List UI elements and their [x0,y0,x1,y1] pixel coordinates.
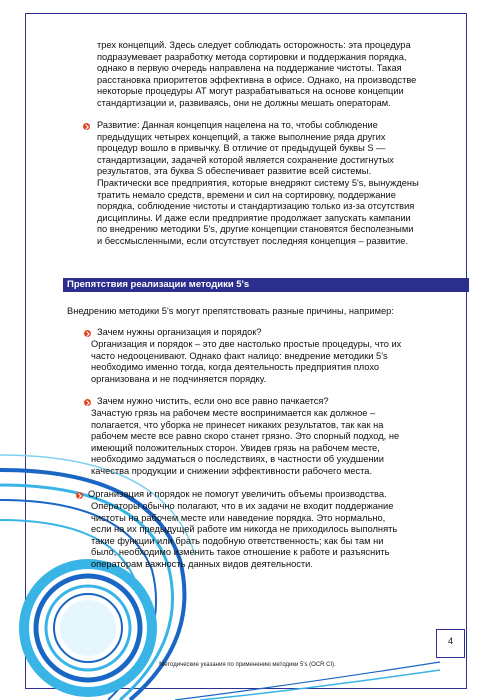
text-line: Организация и порядок – это две настолько простые процедуры, что их [91,339,402,349]
text-line: стандартизации и, развиваясь, они не должны мешать операторам. [97,97,391,108]
text-line: Развитие: Данная концепция нацелена на то, чтобы соблюдение [97,120,378,130]
text-line: организована и не подчиняется порядку. [91,373,267,384]
text-line: процедур вошло в привычку. В отличие от предыдущей буквы S — [97,143,386,154]
page-number-box [436,629,465,658]
list-item-title: Зачем нужно чистить, если оно все равно пачкается? [97,396,329,406]
text-line: полагается, что уборка не принесет никаких результатов, так как на [91,419,384,430]
paragraph-continued [97,40,416,110]
text-line: подразумевает разработку метода сортировки и поддержания порядка, [97,51,407,62]
text-line: однако в первую очередь направлена на поддержание чистоты. Такая [97,63,402,74]
list-item [88,489,387,501]
text-line: такие функции или брать подобную ответственность; как бы там ни [91,535,384,546]
text-line: некоторые процедуры АТ могут разрабатываться на основе концепции [97,86,404,97]
text-line: порядка, соблюдение чистоты и стандартизацию только из-за отсутствия [97,201,415,212]
text-line: Зачастую грязь на рабочем месте воспринимается как должное – [91,408,376,418]
text-line: необходимо именно тогда, когда деятельность предприятия плохо [91,362,380,373]
text-line: результатов, эта буква S обеспечивает развитие всей системы. [97,166,372,177]
list-item-title: Организация и порядок не помогут увеличить объемы производства. [88,489,387,499]
text-line: имеющий положительных сторон. Увидев грязь на рабочем месте, [91,442,380,453]
text-line: по внедрению методики 5's, другие концепции становятся бесполезными [97,224,414,235]
page-number: 4 [447,636,453,646]
text-line: качества продукции и снижении эффективности рабочего места. [91,465,373,476]
bullet-arrow-icon [76,492,83,499]
text-line: стандартизации, задачей которой является сохранение достигнутых [97,154,394,165]
list-item-body [91,501,397,571]
text-line: предыдущих четырех концепций, а также выполнение ряда других [97,131,386,142]
text-line: Практически все предприятия, которые внедряют систему 5's, вынуждены [97,177,419,188]
text-line: трех концепций. Здесь следует соблюдать осторожность: эта процедура [97,40,411,50]
bullet-arrow-icon [84,399,91,406]
text-line: дисциплины. И даже если предприятие продолжает запускать кампании [97,212,411,223]
text-line: рабочем месте все равно скоро станет грязно. Это спорный подход, не [91,431,400,442]
list-item-body [91,408,399,478]
list-item [97,396,329,408]
section-heading: Препятствия реализации методики 5's [67,279,250,290]
text-line: необходимо задуматься о последствиях, в частности об ухудшении [91,454,384,465]
bullet-arrow-icon [84,330,91,337]
list-item-title: Зачем нужны организация и порядок? [97,327,262,337]
text-line: если на их предыдущей работе им никогда не приходилось выполнять [91,524,398,535]
text-line: было, необходимо изменить такое отношение к работе и разъяснить [91,547,390,558]
text-line: чистоты на рабочем месте или наведение порядка. Это нормально, [91,512,386,523]
paragraph-development [97,120,419,248]
text-line: тратить немало средств, времени и сил на сортировку, поддержание [97,189,396,200]
page-footer: Методические указания по применению методики 5's (OCR CI). [159,662,336,668]
intro-text [67,306,394,318]
list-item [97,327,262,339]
text-line: часто недооценивают. Однако факт налицо: внедрение методики 5's [91,350,388,361]
list-item-body [91,339,401,385]
text-line: расстановка приоритетов эффективна в офисе. Однако, на производстве [97,74,417,85]
text-line: и бессмысленными, если отсутствует последняя концепция – развитие. [97,235,409,246]
text-line: Операторы обычно полагают, что в их задачи не входит поддержание [91,501,394,511]
text-line: операторам важность данных видов деятельности. [91,558,313,569]
bullet-arrow-icon [83,123,90,130]
text-line: Внедрению методики 5's могут препятствовать разные причины, например: [67,306,394,316]
section-heading-bar [63,278,469,292]
